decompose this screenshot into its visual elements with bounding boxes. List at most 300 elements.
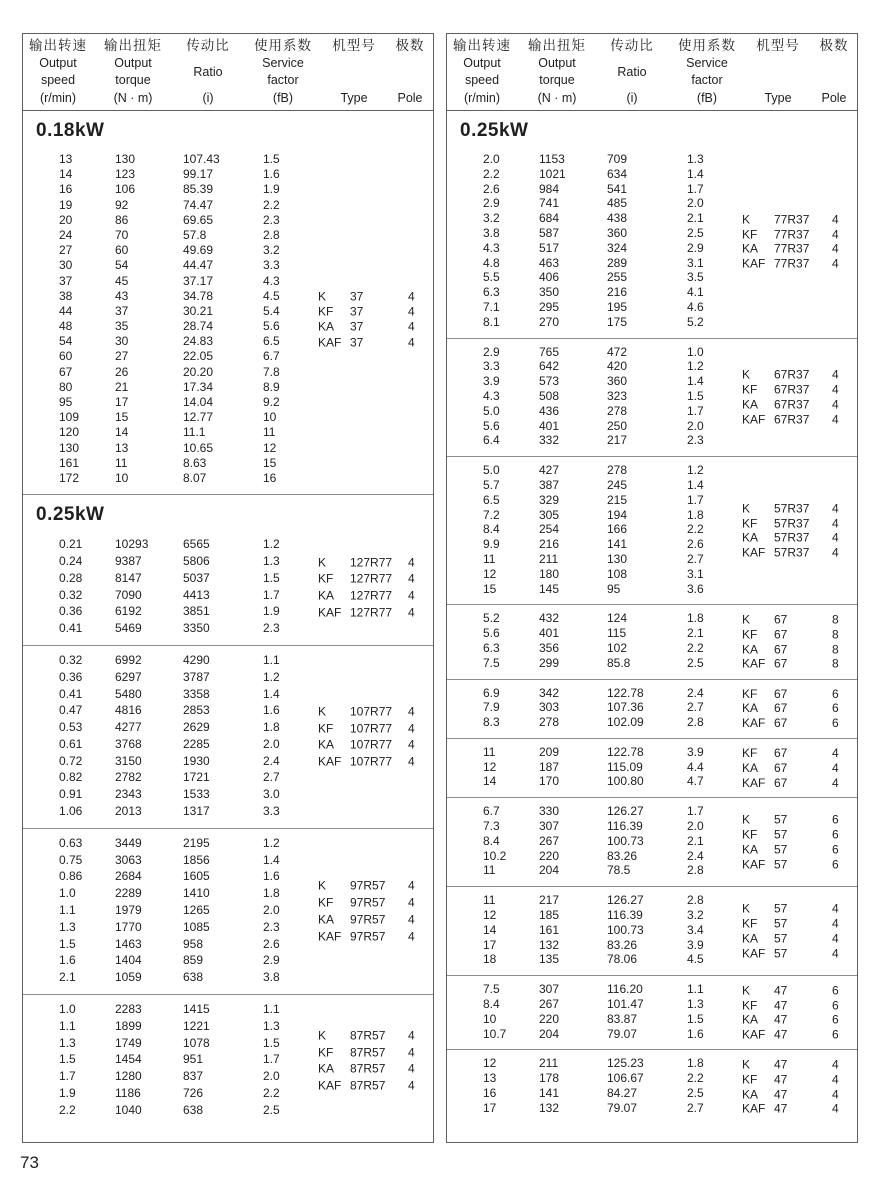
ratio-value: 122.78	[607, 685, 644, 700]
output-speed-value: 1.0	[59, 886, 76, 901]
header-label: 极数	[395, 38, 425, 53]
table-row	[447, 849, 857, 864]
ratio-value: 102	[607, 640, 628, 655]
ratio-value: 107.36	[607, 700, 644, 715]
service-factor-value: 2.7	[687, 700, 704, 715]
type-row	[742, 412, 839, 427]
ratio-value: 12.77	[183, 410, 214, 425]
service-factor-value: 2.0	[263, 736, 280, 751]
table-row	[23, 1102, 433, 1119]
data-block	[447, 798, 857, 886]
output-torque-value: 299	[539, 655, 560, 670]
ratio-value: 638	[183, 970, 204, 985]
ratio-value: 1605	[183, 869, 210, 884]
type-prefix: K	[742, 812, 751, 827]
type-prefix: KAF	[742, 545, 766, 560]
type-prefix: KAF	[742, 656, 766, 671]
output-speed-value: 15	[483, 581, 497, 596]
ratio-value: 250	[607, 418, 628, 433]
header-column	[447, 34, 517, 110]
ratio-value: 8.63	[183, 455, 207, 470]
type-prefix: KF	[742, 515, 758, 530]
pole-value: 4	[832, 212, 839, 227]
service-factor-value: 2.7	[687, 551, 704, 566]
type-row	[742, 612, 839, 627]
output-torque-value: 2343	[115, 787, 142, 802]
output-speed-value: 3.2	[483, 211, 500, 226]
ratio-value: 3350	[183, 621, 210, 636]
service-factor-value: 5.2	[687, 314, 704, 329]
output-torque-value: 10	[115, 470, 129, 485]
header-label: Type	[764, 91, 792, 105]
type-prefix: KF	[318, 1045, 334, 1060]
output-speed-value: 0.28	[59, 570, 83, 585]
header-column	[747, 34, 809, 110]
table-row	[447, 819, 857, 834]
table-row	[23, 686, 433, 703]
type-prefix: KA	[318, 1061, 335, 1076]
output-torque-value: 4816	[115, 703, 142, 718]
type-model: 67	[774, 701, 788, 716]
power-section	[23, 111, 433, 494]
table-row	[447, 611, 857, 626]
output-torque-value: 356	[539, 640, 560, 655]
output-speed-value: 1.0	[59, 1002, 76, 1017]
output-torque-value: 209	[539, 744, 560, 759]
service-factor-value: 1.4	[263, 686, 280, 701]
table-row	[447, 463, 857, 478]
table-row	[447, 345, 857, 360]
pole-value: 6	[832, 1027, 839, 1042]
pole-value: 4	[832, 226, 839, 241]
output-speed-value: 8.3	[483, 715, 500, 730]
type-prefix: KF	[742, 827, 758, 842]
header-label: factor	[267, 73, 299, 88]
type-prefix: K	[742, 901, 751, 916]
type-model: 67	[774, 627, 788, 642]
type-model: 127R77	[350, 571, 393, 586]
ratio-value: 69.65	[183, 212, 214, 227]
type-model: 87R57	[350, 1078, 386, 1093]
ratio-value: 37.17	[183, 273, 214, 288]
type-model: 77R37	[774, 226, 810, 241]
service-factor-value: 2.0	[687, 819, 704, 834]
table-row	[447, 582, 857, 597]
table-row	[23, 289, 433, 304]
output-speed-value: 0.72	[59, 753, 83, 768]
table-header	[23, 34, 433, 111]
output-speed-value: 2.2	[483, 166, 500, 181]
header-label: Output	[538, 55, 576, 70]
type-column	[318, 878, 415, 945]
output-speed-value: 37	[59, 273, 73, 288]
type-model: 47	[774, 1057, 788, 1072]
service-factor-value: 1.5	[263, 152, 280, 166]
ratio-value: 79.07	[607, 1100, 638, 1115]
type-prefix: KF	[742, 745, 758, 760]
ratio-value: 3358	[183, 686, 210, 701]
output-speed-value: 109	[59, 410, 80, 425]
type-row	[742, 627, 839, 642]
header-label: Pole	[821, 91, 847, 105]
type-column	[742, 612, 839, 671]
output-torque-value: 1059	[115, 970, 142, 985]
output-torque-value: 6297	[115, 669, 142, 684]
table-row	[23, 319, 433, 334]
header-label: (r/min)	[39, 90, 77, 105]
service-factor-value: 1.5	[687, 388, 704, 403]
table-row	[447, 834, 857, 849]
page-number: 73	[20, 1153, 39, 1172]
type-row	[742, 901, 839, 917]
type-row	[742, 931, 839, 946]
output-torque-value: 2283	[115, 1002, 142, 1017]
output-speed-value: 1.5	[59, 1052, 76, 1067]
table-row	[23, 243, 433, 258]
output-torque-value: 573	[539, 374, 560, 389]
table-row	[447, 804, 857, 819]
type-row	[742, 382, 839, 398]
type-prefix: KAF	[742, 256, 766, 271]
type-row	[318, 737, 415, 754]
type-column	[742, 901, 839, 961]
pole-value: 4	[832, 367, 839, 382]
output-speed-value: 0.41	[59, 686, 83, 701]
ratio-value: 6565	[183, 537, 210, 552]
pole-value: 6	[832, 983, 839, 998]
table-row	[23, 1001, 433, 1018]
table-row	[23, 258, 433, 273]
header-label: speed	[464, 73, 500, 88]
table-row	[23, 274, 433, 289]
header-label: 传动比	[186, 38, 230, 53]
output-torque-value: 135	[539, 952, 560, 967]
type-prefix: KAF	[742, 1027, 766, 1042]
type-row	[742, 812, 839, 828]
table-row	[447, 908, 857, 923]
ratio-value: 84.27	[607, 1086, 638, 1101]
pole-value: 4	[408, 571, 415, 586]
service-factor-value: 2.4	[263, 753, 280, 768]
ratio-value: 1085	[183, 919, 210, 934]
type-prefix: KAF	[318, 1078, 342, 1093]
ratio-value: 95	[607, 581, 621, 596]
header-label: Ratio	[193, 64, 223, 79]
service-factor-value: 1.7	[687, 181, 704, 196]
header-label: (i)	[626, 91, 638, 105]
service-factor-value: 1.9	[263, 182, 280, 197]
ratio-value: 1856	[183, 852, 210, 867]
service-factor-value: 1.4	[687, 166, 704, 181]
header-label: 机型号	[332, 38, 376, 53]
type-model: 37	[350, 304, 364, 319]
type-prefix: KAF	[318, 605, 342, 620]
output-speed-value: 5.6	[483, 418, 500, 433]
ratio-value: 438	[607, 211, 628, 226]
type-model: 87R57	[350, 1045, 386, 1060]
output-torque-value: 60	[115, 243, 129, 258]
output-speed-value: 0.61	[59, 736, 83, 751]
output-torque-value: 1021	[539, 166, 566, 181]
ratio-value: 100.73	[607, 833, 644, 848]
type-row	[318, 1061, 415, 1078]
header-label: Output	[114, 55, 152, 70]
table-row	[447, 285, 857, 300]
header-label: Output	[39, 55, 77, 70]
type-column	[742, 983, 839, 1042]
pole-value: 4	[408, 335, 415, 350]
header-label: speed	[40, 73, 76, 88]
output-torque-value: 4277	[115, 720, 142, 735]
type-prefix: KF	[318, 895, 334, 910]
service-factor-value: 1.7	[687, 492, 704, 507]
type-prefix: KAF	[318, 754, 342, 769]
output-torque-value: 1979	[115, 903, 142, 918]
type-column	[318, 554, 415, 621]
ratio-value: 100.80	[607, 774, 644, 789]
type-prefix: K	[742, 212, 751, 227]
output-speed-value: 7.3	[483, 819, 500, 834]
ratio-value: 195	[607, 299, 628, 314]
type-row	[742, 545, 839, 561]
output-speed-value: 0.75	[59, 852, 83, 867]
ratio-value: 34.78	[183, 288, 214, 303]
output-torque-value: 1770	[115, 919, 142, 934]
pole-value: 4	[408, 1028, 415, 1043]
service-factor-value: 2.3	[263, 212, 280, 227]
ratio-value: 8.07	[183, 470, 207, 485]
output-torque-value: 130	[115, 152, 136, 166]
header-label: factor	[691, 73, 723, 88]
type-model: 67R37	[774, 412, 810, 427]
service-factor-value: 1.2	[263, 835, 280, 850]
type-model: 97R57	[350, 878, 386, 893]
data-block	[23, 829, 433, 994]
table-row	[23, 852, 433, 869]
type-model: 67	[774, 716, 788, 731]
output-torque-value: 2684	[115, 869, 142, 884]
output-torque-value: 295	[539, 299, 560, 314]
header-label: (N · m)	[113, 90, 153, 105]
ratio-value: 194	[607, 507, 628, 522]
table-row	[23, 652, 433, 669]
ratio-value: 1221	[183, 1018, 210, 1033]
data-block	[447, 339, 857, 457]
service-factor-value: 2.0	[263, 903, 280, 918]
output-torque-value: 45	[115, 273, 129, 288]
pole-value: 6	[832, 842, 839, 857]
output-speed-value: 14	[483, 922, 497, 937]
output-speed-value: 1.5	[59, 936, 76, 951]
service-factor-value: 2.7	[263, 770, 280, 785]
table-row	[447, 626, 857, 641]
pole-value: 4	[832, 946, 839, 961]
output-speed-value: 0.32	[59, 587, 83, 602]
header-column	[173, 34, 243, 110]
type-prefix: KA	[742, 701, 759, 716]
output-torque-value: 211	[539, 551, 559, 566]
header-label: Pole	[397, 91, 423, 105]
pole-value: 4	[408, 878, 415, 893]
ratio-value: 17.34	[183, 379, 214, 394]
service-factor-value: 1.3	[263, 553, 280, 568]
ratio-value: 2285	[183, 736, 210, 751]
type-column	[742, 367, 839, 427]
header-label: (N · m)	[537, 90, 577, 105]
header-label: 使用系数	[254, 38, 312, 53]
type-model: 77R37	[774, 241, 810, 256]
service-factor-value: 2.3	[687, 433, 704, 448]
power-section	[23, 495, 433, 1127]
output-torque-value: 204	[539, 863, 560, 878]
pole-value: 4	[408, 588, 415, 603]
output-torque-value: 170	[539, 774, 560, 789]
output-speed-value: 30	[59, 258, 73, 273]
table-row	[23, 786, 433, 803]
ratio-value: 175	[607, 314, 628, 329]
table-row	[23, 152, 433, 167]
table-row	[447, 300, 857, 315]
table-row	[23, 669, 433, 686]
header-label: (i)	[202, 91, 214, 105]
table-row	[447, 686, 857, 701]
type-model: 107R77	[350, 721, 393, 736]
header-column	[93, 34, 173, 110]
output-speed-value: 12	[483, 566, 497, 581]
output-speed-value: 14	[483, 774, 497, 789]
ratio-value: 141	[607, 537, 628, 552]
output-speed-value: 0.36	[59, 669, 83, 684]
ratio-value: 115.09	[607, 759, 643, 774]
type-prefix: KA	[742, 1087, 759, 1102]
service-factor-value: 1.8	[687, 1056, 704, 1071]
output-torque-value: 2013	[115, 804, 142, 819]
ratio-value: 28.74	[183, 319, 214, 334]
output-torque-value: 13	[115, 440, 129, 455]
output-speed-value: 11	[483, 893, 496, 908]
spec-table-right	[446, 33, 858, 1143]
service-factor-value: 2.2	[687, 522, 704, 537]
output-speed-value: 0.21	[59, 537, 83, 552]
output-torque-value: 267	[539, 997, 560, 1012]
output-speed-value: 38	[59, 288, 73, 303]
type-row	[742, 827, 839, 842]
type-column	[318, 1027, 415, 1094]
type-model: 67	[774, 745, 788, 760]
output-torque-value: 1454	[115, 1052, 142, 1067]
type-row	[742, 367, 839, 383]
service-factor-value: 3.8	[263, 970, 280, 985]
type-model: 67R37	[774, 382, 810, 397]
table-row	[447, 315, 857, 330]
table-row	[447, 774, 857, 789]
output-torque-value: 86	[115, 212, 129, 227]
pole-value: 8	[832, 656, 839, 671]
output-torque-value: 11	[115, 455, 128, 470]
output-torque-value: 278	[539, 715, 560, 730]
type-row	[318, 335, 415, 350]
output-speed-value: 10.7	[483, 1026, 507, 1041]
output-torque-value: 132	[539, 937, 560, 952]
type-model: 47	[774, 1087, 788, 1102]
spec-table-left	[22, 33, 434, 1143]
pole-value: 6	[832, 686, 839, 701]
table-row	[23, 441, 433, 456]
service-factor-value: 2.8	[687, 863, 704, 878]
service-factor-value: 1.4	[263, 852, 280, 867]
type-prefix: KF	[742, 686, 758, 701]
pole-value: 8	[832, 641, 839, 656]
type-row	[742, 701, 839, 716]
service-factor-value: 1.1	[263, 1002, 280, 1017]
output-torque-value: 330	[539, 804, 560, 819]
output-speed-value: 6.9	[483, 685, 500, 700]
type-row	[742, 1087, 839, 1102]
output-torque-value: 3063	[115, 852, 142, 867]
output-torque-value: 54	[115, 258, 129, 273]
ratio-value: 1721	[183, 770, 210, 785]
ratio-value: 634	[607, 166, 628, 181]
pole-value: 4	[408, 1078, 415, 1093]
pole-value: 4	[408, 895, 415, 910]
output-speed-value: 6.7	[483, 804, 500, 819]
ratio-value: 859	[183, 953, 204, 968]
output-speed-value: 1.9	[59, 1086, 76, 1101]
service-factor-value: 1.3	[687, 152, 704, 166]
service-factor-value: 3.1	[687, 566, 704, 581]
header-label: Output	[463, 55, 501, 70]
output-speed-value: 8.4	[483, 522, 500, 537]
ratio-value: 108	[607, 566, 628, 581]
type-model: 47	[774, 1012, 788, 1027]
data-block	[447, 739, 857, 797]
output-speed-value: 7.1	[483, 299, 500, 314]
output-torque-value: 220	[539, 848, 560, 863]
type-row	[318, 928, 415, 945]
ratio-value: 5806	[183, 553, 210, 568]
pole-value: 4	[832, 241, 839, 256]
service-factor-value: 2.2	[687, 1071, 704, 1086]
output-speed-value: 54	[59, 334, 73, 349]
ratio-value: 2853	[183, 703, 210, 718]
output-speed-value: 13	[483, 1071, 497, 1086]
output-torque-value: 3768	[115, 736, 142, 751]
ratio-value: 278	[607, 403, 628, 418]
pole-value: 4	[832, 916, 839, 931]
ratio-value: 102.09	[607, 715, 644, 730]
pole-value: 4	[408, 929, 415, 944]
type-row	[742, 916, 839, 931]
output-torque-value: 642	[539, 359, 560, 374]
ratio-value: 83.87	[607, 1011, 638, 1026]
data-block	[447, 887, 857, 975]
output-torque-value: 427	[539, 463, 560, 478]
service-factor-value: 1.8	[263, 886, 280, 901]
pole-value: 4	[408, 912, 415, 927]
output-speed-value: 1.1	[59, 1018, 76, 1033]
type-row	[742, 212, 839, 227]
ratio-value: 216	[607, 285, 628, 300]
output-torque-value: 984	[539, 181, 560, 196]
ratio-value: 83.26	[607, 848, 638, 863]
type-model: 37	[350, 289, 364, 304]
type-prefix: K	[318, 289, 327, 304]
table-row	[447, 567, 857, 582]
type-model: 57R37	[774, 515, 810, 530]
output-torque-value: 350	[539, 285, 560, 300]
output-speed-value: 14	[59, 167, 73, 182]
output-torque-value: 684	[539, 211, 560, 226]
